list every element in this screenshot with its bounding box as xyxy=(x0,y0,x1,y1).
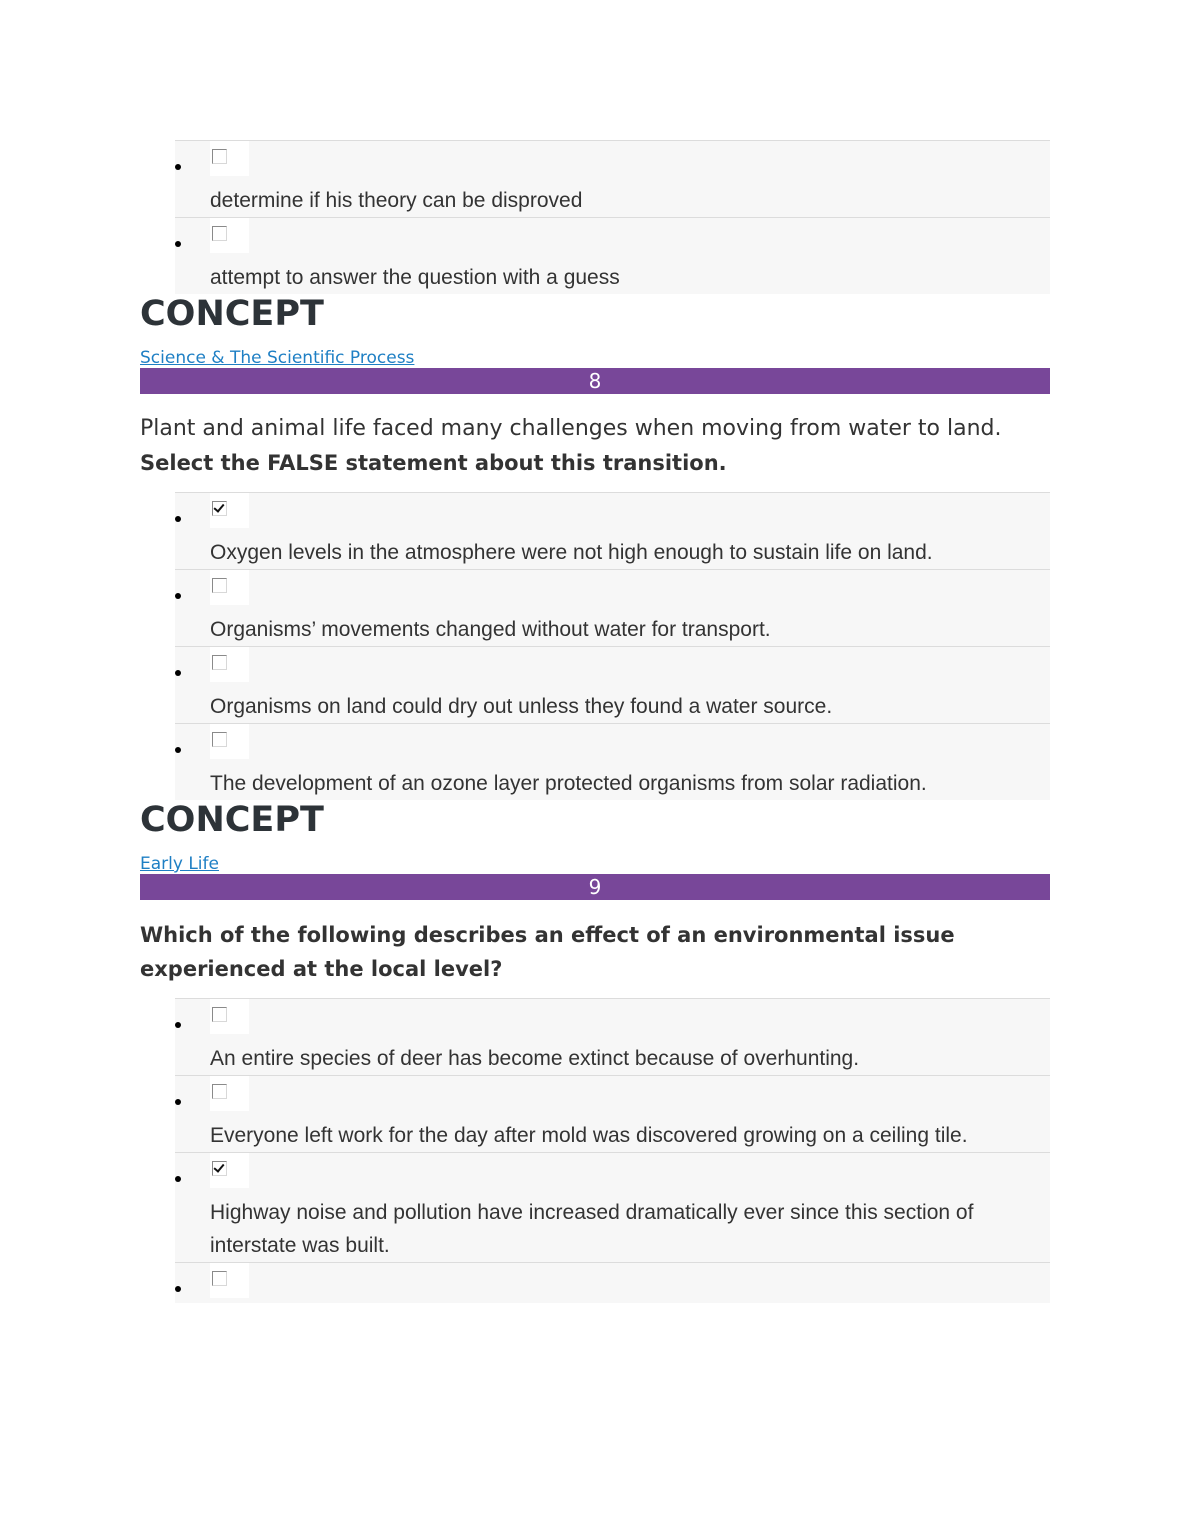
answer-option-text: Organisms on land could dry out unless they found a water source. xyxy=(210,695,833,718)
quiz-page xyxy=(140,140,1050,1303)
answer-option-text: An entire species of deer has become extinct because of overhunting. xyxy=(210,1047,860,1070)
question-9-options xyxy=(140,998,1050,1303)
checkbox-icon[interactable] xyxy=(212,655,227,670)
question-number-bar: 8 xyxy=(140,368,1050,394)
answer-option-text: determine if his theory can be disproved xyxy=(210,189,583,212)
question-prompt: Plant and animal life faced many challenges when moving from water to land. xyxy=(140,416,1002,441)
checkbox-icon[interactable] xyxy=(212,1084,227,1099)
question-prompt: Which of the following describes an effect of an environmental issue experienced at the local level? xyxy=(140,923,955,981)
answer-option-text: Organisms’ movements changed without water for transport. xyxy=(210,618,771,641)
concept-heading: CONCEPT xyxy=(140,800,324,840)
answer-option[interactable] xyxy=(175,1262,1050,1303)
concept-heading: CONCEPT xyxy=(140,294,324,334)
answer-option-text: Everyone left work for the day after mold was discovered growing on a ceiling tile. xyxy=(210,1124,968,1147)
answer-option-text: Highway noise and pollution have increased dramatically ever since this section of interstate was built. xyxy=(210,1201,974,1257)
checkbox-wrap xyxy=(210,724,249,759)
answer-option[interactable] xyxy=(175,140,1050,217)
answer-option[interactable] xyxy=(175,217,1050,294)
answer-option-text: Oxygen levels in the atmosphere were not high enough to sustain life on land. xyxy=(210,541,933,564)
checkbox-icon[interactable] xyxy=(212,732,227,747)
prev-question-options xyxy=(140,140,1050,294)
concept-link[interactable]: Science & The Scientific Process xyxy=(140,348,415,368)
answer-option[interactable] xyxy=(175,723,1050,800)
answer-option[interactable] xyxy=(175,646,1050,723)
checkbox-checked-icon[interactable] xyxy=(212,1161,227,1176)
question-number-bar: 9 xyxy=(140,874,1050,900)
concept-link[interactable]: Early Life xyxy=(140,854,219,874)
checkbox-icon[interactable] xyxy=(212,149,227,164)
checkbox-icon[interactable] xyxy=(212,1007,227,1022)
checkbox-wrap xyxy=(210,570,249,605)
question-instruction: Select the FALSE statement about this transition. xyxy=(140,451,727,475)
checkbox-checked-icon[interactable] xyxy=(212,501,227,516)
answer-option-text: The development of an ozone layer protected organisms from solar radiation. xyxy=(210,772,927,795)
answer-option[interactable] xyxy=(175,1075,1050,1152)
answer-option[interactable] xyxy=(175,569,1050,646)
checkbox-wrap xyxy=(210,141,249,176)
checkbox-wrap xyxy=(210,999,249,1034)
checkbox-icon[interactable] xyxy=(212,226,227,241)
checkbox-wrap xyxy=(210,1263,249,1298)
question-8-options xyxy=(140,492,1050,800)
answer-option-text: attempt to answer the question with a guess xyxy=(210,266,620,289)
answer-option[interactable] xyxy=(175,1152,1050,1262)
checkbox-icon[interactable] xyxy=(212,1271,227,1286)
answer-option[interactable] xyxy=(175,998,1050,1075)
answer-option[interactable] xyxy=(175,492,1050,569)
checkbox-wrap xyxy=(210,493,249,528)
checkbox-wrap xyxy=(210,647,249,682)
checkbox-wrap xyxy=(210,1153,249,1188)
checkbox-wrap xyxy=(210,218,249,253)
checkbox-icon[interactable] xyxy=(212,578,227,593)
checkbox-wrap xyxy=(210,1076,249,1111)
